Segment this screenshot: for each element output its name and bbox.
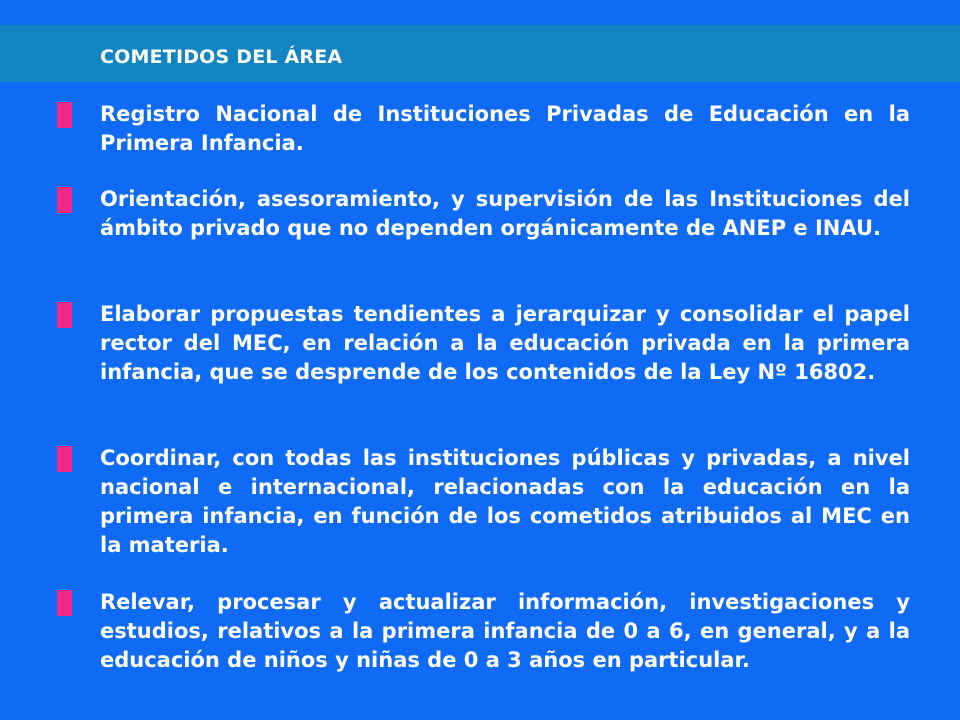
list-item-text: Coordinar, con todas las instituciones públicas y privadas, a nivel nacional e internacional, relacionadas con la educación en la primera infancia, en función de los cometidos atribuidos al MEC en la materia. [100,446,910,557]
bullet-square-icon [57,590,72,616]
bullet-square-icon [57,302,72,328]
page-title: COMETIDOS DEL ÁREA [100,46,343,68]
list-item-text: Orientación, asesoramiento, y supervisión de las Instituciones del ámbito privado que no dependen orgánicamente de ANEP e INAU. [100,187,910,240]
list-item-text: Elaborar propuestas tendientes a jerarquizar y consolidar el papel rector del MEC, en relación a la educación privada en la primera infancia, que se desprende de los contenidos de la Ley Nº 16802. [100,302,910,384]
list-item-text: Relevar, procesar y actualizar información, investigaciones y estudios, relativos a la primera infancia de 0 a 6, en general, y a la educación de niños y niñas de 0 a 3 años en particular. [100,590,910,672]
bullet-square-icon [57,187,72,213]
bullet-square-icon [57,446,72,472]
bullet-square-icon [57,102,72,128]
list-item-text: Registro Nacional de Instituciones Privadas de Educación en la Primera Infancia. [100,102,910,155]
